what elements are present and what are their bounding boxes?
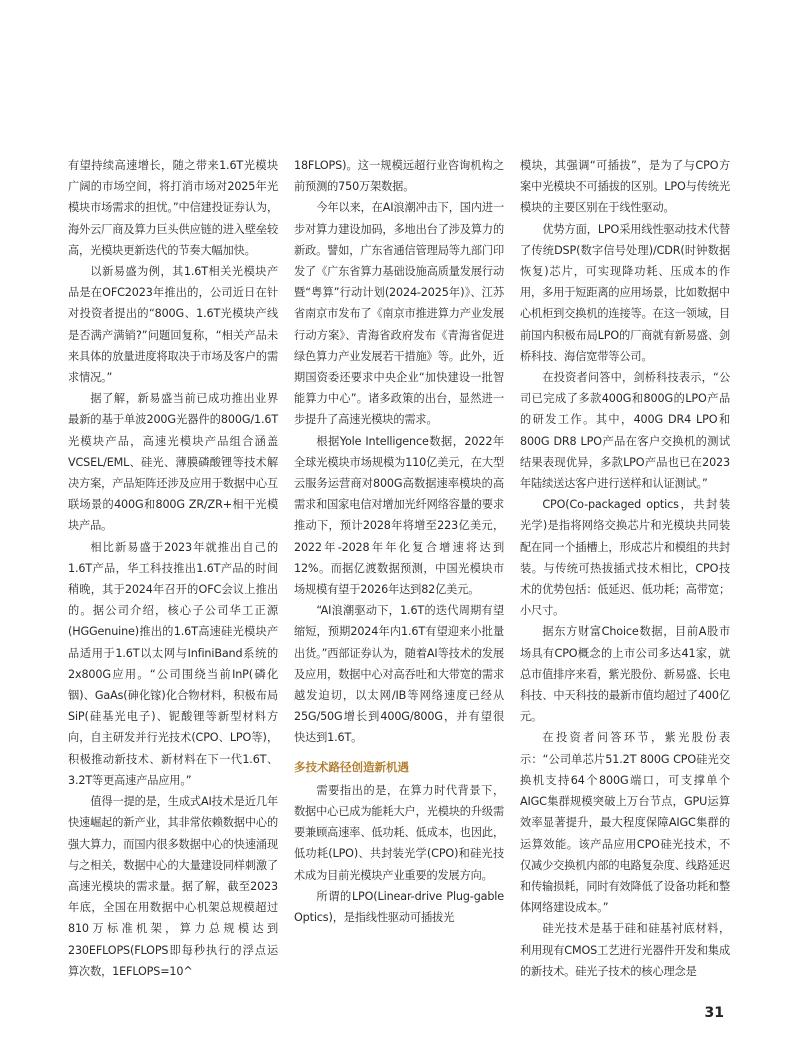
paragraph: 据了解，新易盛当前已成功推出业界最新的基于单波200G光器件的800G/1.6T光模块产品，高速光模块产品组合涵盖VCSEL/EML、硅光、薄膜磷酸锂等技术解决方案，产品矩阵还涉及应用于数据中心互联场景的400G和800G ZR/ZR+相干光模块产品。 (68, 392, 278, 533)
paragraph: 所谓的LPO(Linear-drive Plug-gable Optics)，是指线性驱动可插拔光 (294, 889, 504, 924)
paragraph: 相比新易盛于2023年就推出自己的1.6T产品，华工科技推出1.6T产品的时间稍晚，其于2024年召开的OFC会议上推出的。据公司介绍，核心子公司华工正源(HGGenuine)推出的1.6T高速硅光模块产品适用于1.6T以太网与InfiniBand系统的2x800G应用。“公司围绕当前InP(磷化铟)、GaAs(砷化镓)化合物材料，积极布局SiP(硅基光电子)、铌酸锂等新型材料方向，自主研发并行光技术(CPO、LPO等)，积极推动新技术、新材料在下一代1.6T、3.2T等更高速产品应用。” (68, 540, 278, 787)
paragraph: CPO(Co-packaged optics，共封装光学)是指将网络交换芯片和光模块共同装配在同一个插槽上，形成芯片和模组的共封装。与传统可热拔插式技术相比，CPO技术的优势包括：低延迟、低功耗；高带宽；小尺寸。 (520, 498, 730, 618)
paragraph: 硅光技术是基于硅和硅基衬底材料，利用现有CMOS工艺进行光器件开发和集成的新技术。硅光子技术的核心理念是 (520, 922, 730, 978)
paragraph: 据东方财富Choice数据，目前A股市场具有CPO概念的上市公司多达41家，就总市值排序来看，紫光股份、新易盛、长电科技、中天科技的最新市值均超过了400亿元。 (520, 625, 730, 724)
text-column-2 (294, 155, 504, 928)
paragraph: 有望持续高速增长，随之带来1.6T光模块广阔的市场空间，将打消市场对2025年光模块市场需求的担忧。”中信建投证券认为，海外云厂商及算力巨头供应链的进入壁垒较高，光模块更新迭代的节奏大幅加快。 (68, 159, 278, 257)
paragraph: 根据Yole Intelligence数据，2022年全球光模块市场规模为110亿美元，在大型云服务运营商对800G高数据速率模块的高需求和国家电信对增加光纤网络容量的要求推动下，预计2028年将增至223亿美元，2022年-2028年年化复合增速将达到12%。而据亿渡数据预测，中国光模块市场规模有望于2026年达到82亿美元。 (294, 434, 504, 597)
paragraph: 值得一提的是，生成式AI技术是近几年快速崛起的新产业，其非常依赖数据中心的强大算力，而国内很多数据中心的快速涌现与之相关，数据中心的大量建设同样刺激了高速光模块的需求量。据了解，截至2023年底，全国在用数据中心机架总规模超过810万标准机架，算力总规模达到230EFLOPS(FLOPS即每秒执行的浮点运算次数，1EFLOPS=10^ (68, 795, 278, 978)
section-heading: 多技术路径创造新机遇 (294, 759, 409, 774)
paragraph: “AI浪潮驱动下，1.6T的迭代周期有望缩短，预期2024年内1.6T有望迎来小批量出货。”西部证券认为，随着AI等技术的发展及应用，数据中心对高吞吐和大带宽的需求越发迫切，以太网/IB等网络速度已经从25G/50G增长到400G/800G，并有望很快达到1.6T。 (294, 604, 504, 745)
paragraph: 需要指出的是，在算力时代背景下，数据中心已成为能耗大户，光模块的升级需要兼顾高速率、低功耗、低成本，也因此，低功耗(LPO)、共封装光学(CPO)和硅光技术成为目前光模块产业重要的发展方向。 (294, 783, 504, 882)
text-column-3 (520, 155, 730, 982)
paragraph: 今年以来，在AI浪潮冲击下，国内进一步对算力建设加码，多地出台了涉及算力的新政。譬如，广东省通信管理局等九部门印发了《广东省算力基础设施高质量发展行动暨“粤算”行动计划(2024-2025年)》、江苏省南京市发布了《南京市推进算力产业发展行动方案》、青海省政府发布《青海省促进绿色算力产业发展若干措施》等。此外，近期国资委还要求中央企业“加快建设一批智能算力中心”。诸多政策的出台，显然进一步提升了高速光模块的需求。 (294, 201, 504, 427)
paragraph: 模块，其强调“可插拔”，是为了与CPO方案中光模块不可插拔的区别。LPO与传统光模块的主要区别在于线性驱动。 (520, 159, 730, 215)
paragraph: 18FLOPS)。这一规模远超行业咨询机构之前预测的750万架数据。 (294, 159, 504, 194)
paragraph: 在投资者问答中，剑桥科技表示，“公司已完成了多款400G和800G的LPO产品的研发工作。其中，400G DR4 LPO和800G DR8 LPO产品在客户交换机的测试结果表现优异，多款LPO产品也已在2023年陆续送达客户进行送样和认证测试。” (520, 371, 730, 491)
page-number: 31 (704, 1005, 724, 1021)
paragraph: 以新易盛为例，其1.6T相关光模块产品是在OFC2023年推出的，公司近日在针对投资者提出的“800G、1.6T光模块产线是否满产满销?”问题回复称，“相关产品未来具体的放量进度将取决于市场及客户的需求情况。” (68, 265, 278, 385)
paragraph: 在投资者问答环节，紫光股份表示：“公司单芯片51.2T 800G CPO硅光交换机支持64个800G端口，可支撑单个AIGC集群规模突破上万台节点，GPU运算效率显著提升，最大程度保障AIGC集群的运算效能。该产品应用CPO硅光技术，不仅减少交换机内部的电路复杂度、线路延迟和传输损耗，同时有效降低了设备功耗和整体网络建设成本。” (520, 731, 730, 915)
text-column-1 (68, 155, 278, 982)
paragraph: 优势方面，LPO采用线性驱动技术代替了传统DSP(数字信号处理)/CDR(时钟数据恢复)芯片，可实现降功耗、压成本的作用，多用于短距离的应用场景，比如数据中心机柜到交换机的连接等。在这一领域，目前国内积极布局LPO的厂商就有新易盛、剑桥科技、海信宽带等公司。 (520, 222, 730, 363)
